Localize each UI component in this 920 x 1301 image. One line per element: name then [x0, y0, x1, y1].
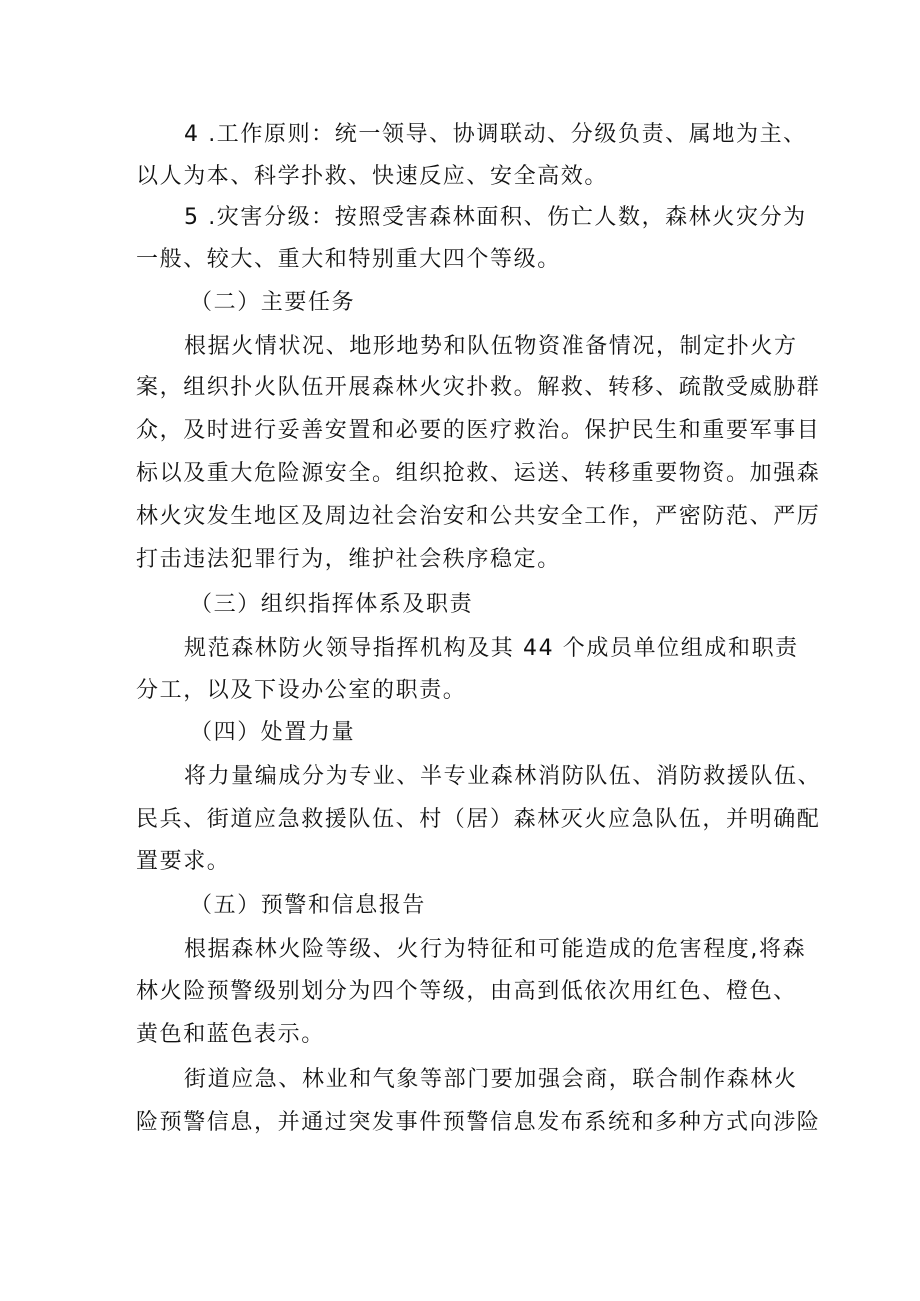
- main-tasks-line-1: 根据火情状况、地形地势和队伍物资准备情况，制定扑火方: [184, 334, 798, 359]
- warning-line-2: 林火险预警级别划分为四个等级，由高到低依次用红色、橙色、: [136, 979, 797, 1004]
- disposal-forces-line-2: 民兵、街道应急救援队伍、村（居）森林灭火应急队伍，并明确配: [136, 807, 821, 832]
- command-system-line-2: 分工，以及下设办公室的职责。: [136, 678, 467, 703]
- section-heading-main-tasks: （二）主要任务: [190, 290, 356, 315]
- main-tasks-line-2: 案，组织扑火队伍开展森林火灾扑救。解救、转移、疏散受威胁群: [136, 375, 821, 400]
- section-heading-warning-reporting: （五）预警和信息报告: [190, 893, 427, 918]
- section-heading-command-system: （三）组织指挥体系及职责: [190, 592, 474, 617]
- warning-line-3: 黄色和蓝色表示。: [136, 1022, 325, 1047]
- section-heading-disposal-forces: （四）处置力量: [190, 720, 356, 745]
- disposal-forces-line-1: 将力量编成分为专业、半专业森林消防队伍、消防救援队伍、: [184, 764, 822, 789]
- command-system-line-1: 规范森林防火领导指挥机构及其 44 个成员单位组成和职责: [184, 636, 799, 661]
- principle-line-2: 以人为本、科学扑救、快速反应、安全高效。: [136, 164, 609, 189]
- classification-line-1: 5 .灾害分级：按照受害森林面积、伤亡人数，森林火灾分为: [184, 205, 807, 230]
- main-tasks-line-5: 林火灾发生地区及周边社会治安和公共安全工作，严密防范、严厉: [136, 504, 821, 529]
- main-tasks-line-3: 众，及时进行妥善安置和必要的医疗救治。保护民生和重要军事目: [136, 418, 821, 443]
- warning-info-line-2: 险预警信息，并通过突发事件预警信息发布系统和多种方式向涉险: [136, 1110, 821, 1135]
- disposal-forces-line-3: 置要求。: [136, 849, 231, 874]
- principle-line-1: 4 .工作原则：统一领导、协调联动、分级负责、属地为主、: [184, 122, 807, 147]
- main-tasks-line-6: 打击违法犯罪行为，维护社会秩序稳定。: [136, 547, 561, 572]
- main-tasks-line-4: 标以及重大危险源安全。组织抢救、运送、转移重要物资。加强森: [136, 461, 821, 486]
- warning-line-1: 根据森林火险等级、火行为特征和可能造成的危害程度,将森: [184, 937, 807, 962]
- warning-info-line-1: 街道应急、林业和气象等部门要加强会商，联合制作森林火: [184, 1067, 798, 1092]
- classification-line-2: 一般、较大、重大和特别重大四个等级。: [136, 247, 561, 272]
